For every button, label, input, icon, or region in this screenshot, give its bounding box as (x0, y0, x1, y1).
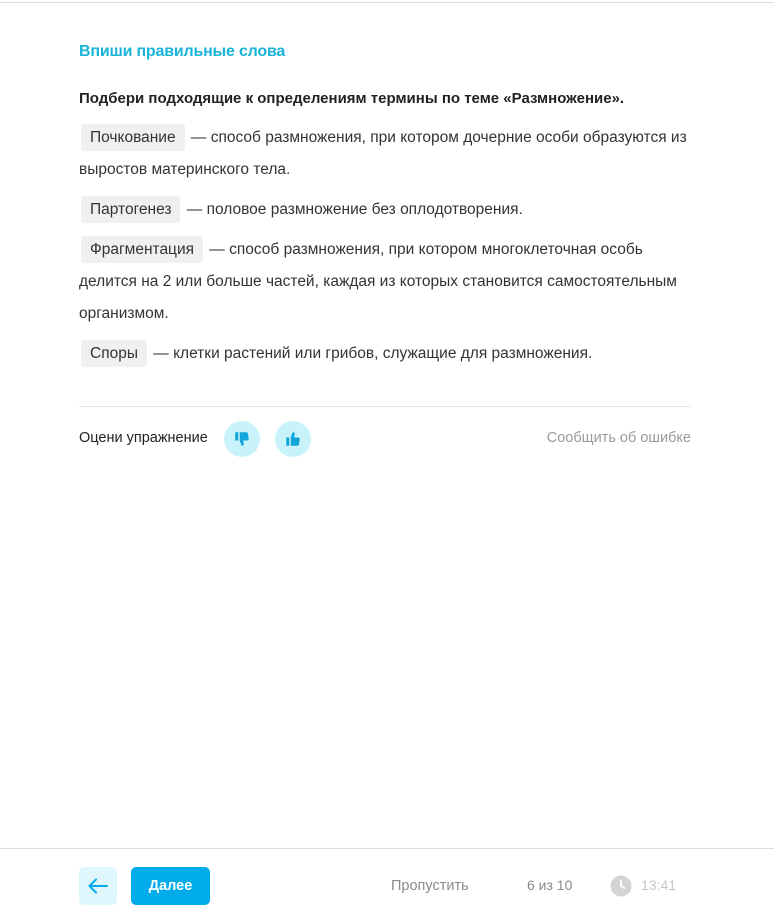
term-chip[interactable]: Почкование (81, 124, 185, 151)
definition-item (79, 194, 691, 226)
progress-counter: 6 из 10 (527, 877, 573, 893)
definition-text: — способ размножения, при котором дочерние особи образуются из выростов материнского тела. (79, 129, 687, 178)
clock-icon (610, 875, 632, 897)
definition-text: — способ размножения, при котором многоклеточная особь делится на 2 или больше частей, каждая из которых становится самостоятельным организмом. (79, 241, 677, 322)
report-error-link[interactable]: Сообщить об ошибке (546, 430, 691, 446)
definition-item (79, 234, 691, 330)
definition-text: — половое размножение без оплодотворения. (182, 201, 523, 218)
definition-item (79, 122, 691, 186)
definitions-list (79, 122, 691, 378)
thumbs-down-icon (233, 430, 251, 448)
like-button[interactable] (275, 421, 311, 457)
term-chip[interactable]: Фрагментация (81, 236, 203, 263)
rate-exercise-label: Оцени упражнение (79, 430, 208, 446)
skip-button[interactable]: Пропустить (391, 878, 469, 894)
top-divider (0, 2, 774, 3)
arrow-left-icon (88, 878, 108, 894)
term-chip[interactable]: Споры (81, 340, 147, 367)
definition-text: — клетки растений или грибов, служащие для размножения. (148, 345, 593, 362)
task-title: Впиши правильные слова (79, 43, 286, 60)
term-chip[interactable]: Партогенез (81, 196, 180, 223)
timer: 13:41 (641, 877, 677, 893)
footer-divider (0, 848, 774, 849)
definition-item (79, 338, 691, 370)
next-button[interactable]: Далее (131, 867, 210, 905)
dislike-button[interactable] (224, 421, 260, 457)
thumbs-up-icon (284, 430, 302, 448)
task-instruction: Подбери подходящие к определениям термины по теме «Размножение». (79, 90, 625, 107)
section-divider (79, 406, 691, 407)
back-button[interactable] (79, 867, 117, 905)
